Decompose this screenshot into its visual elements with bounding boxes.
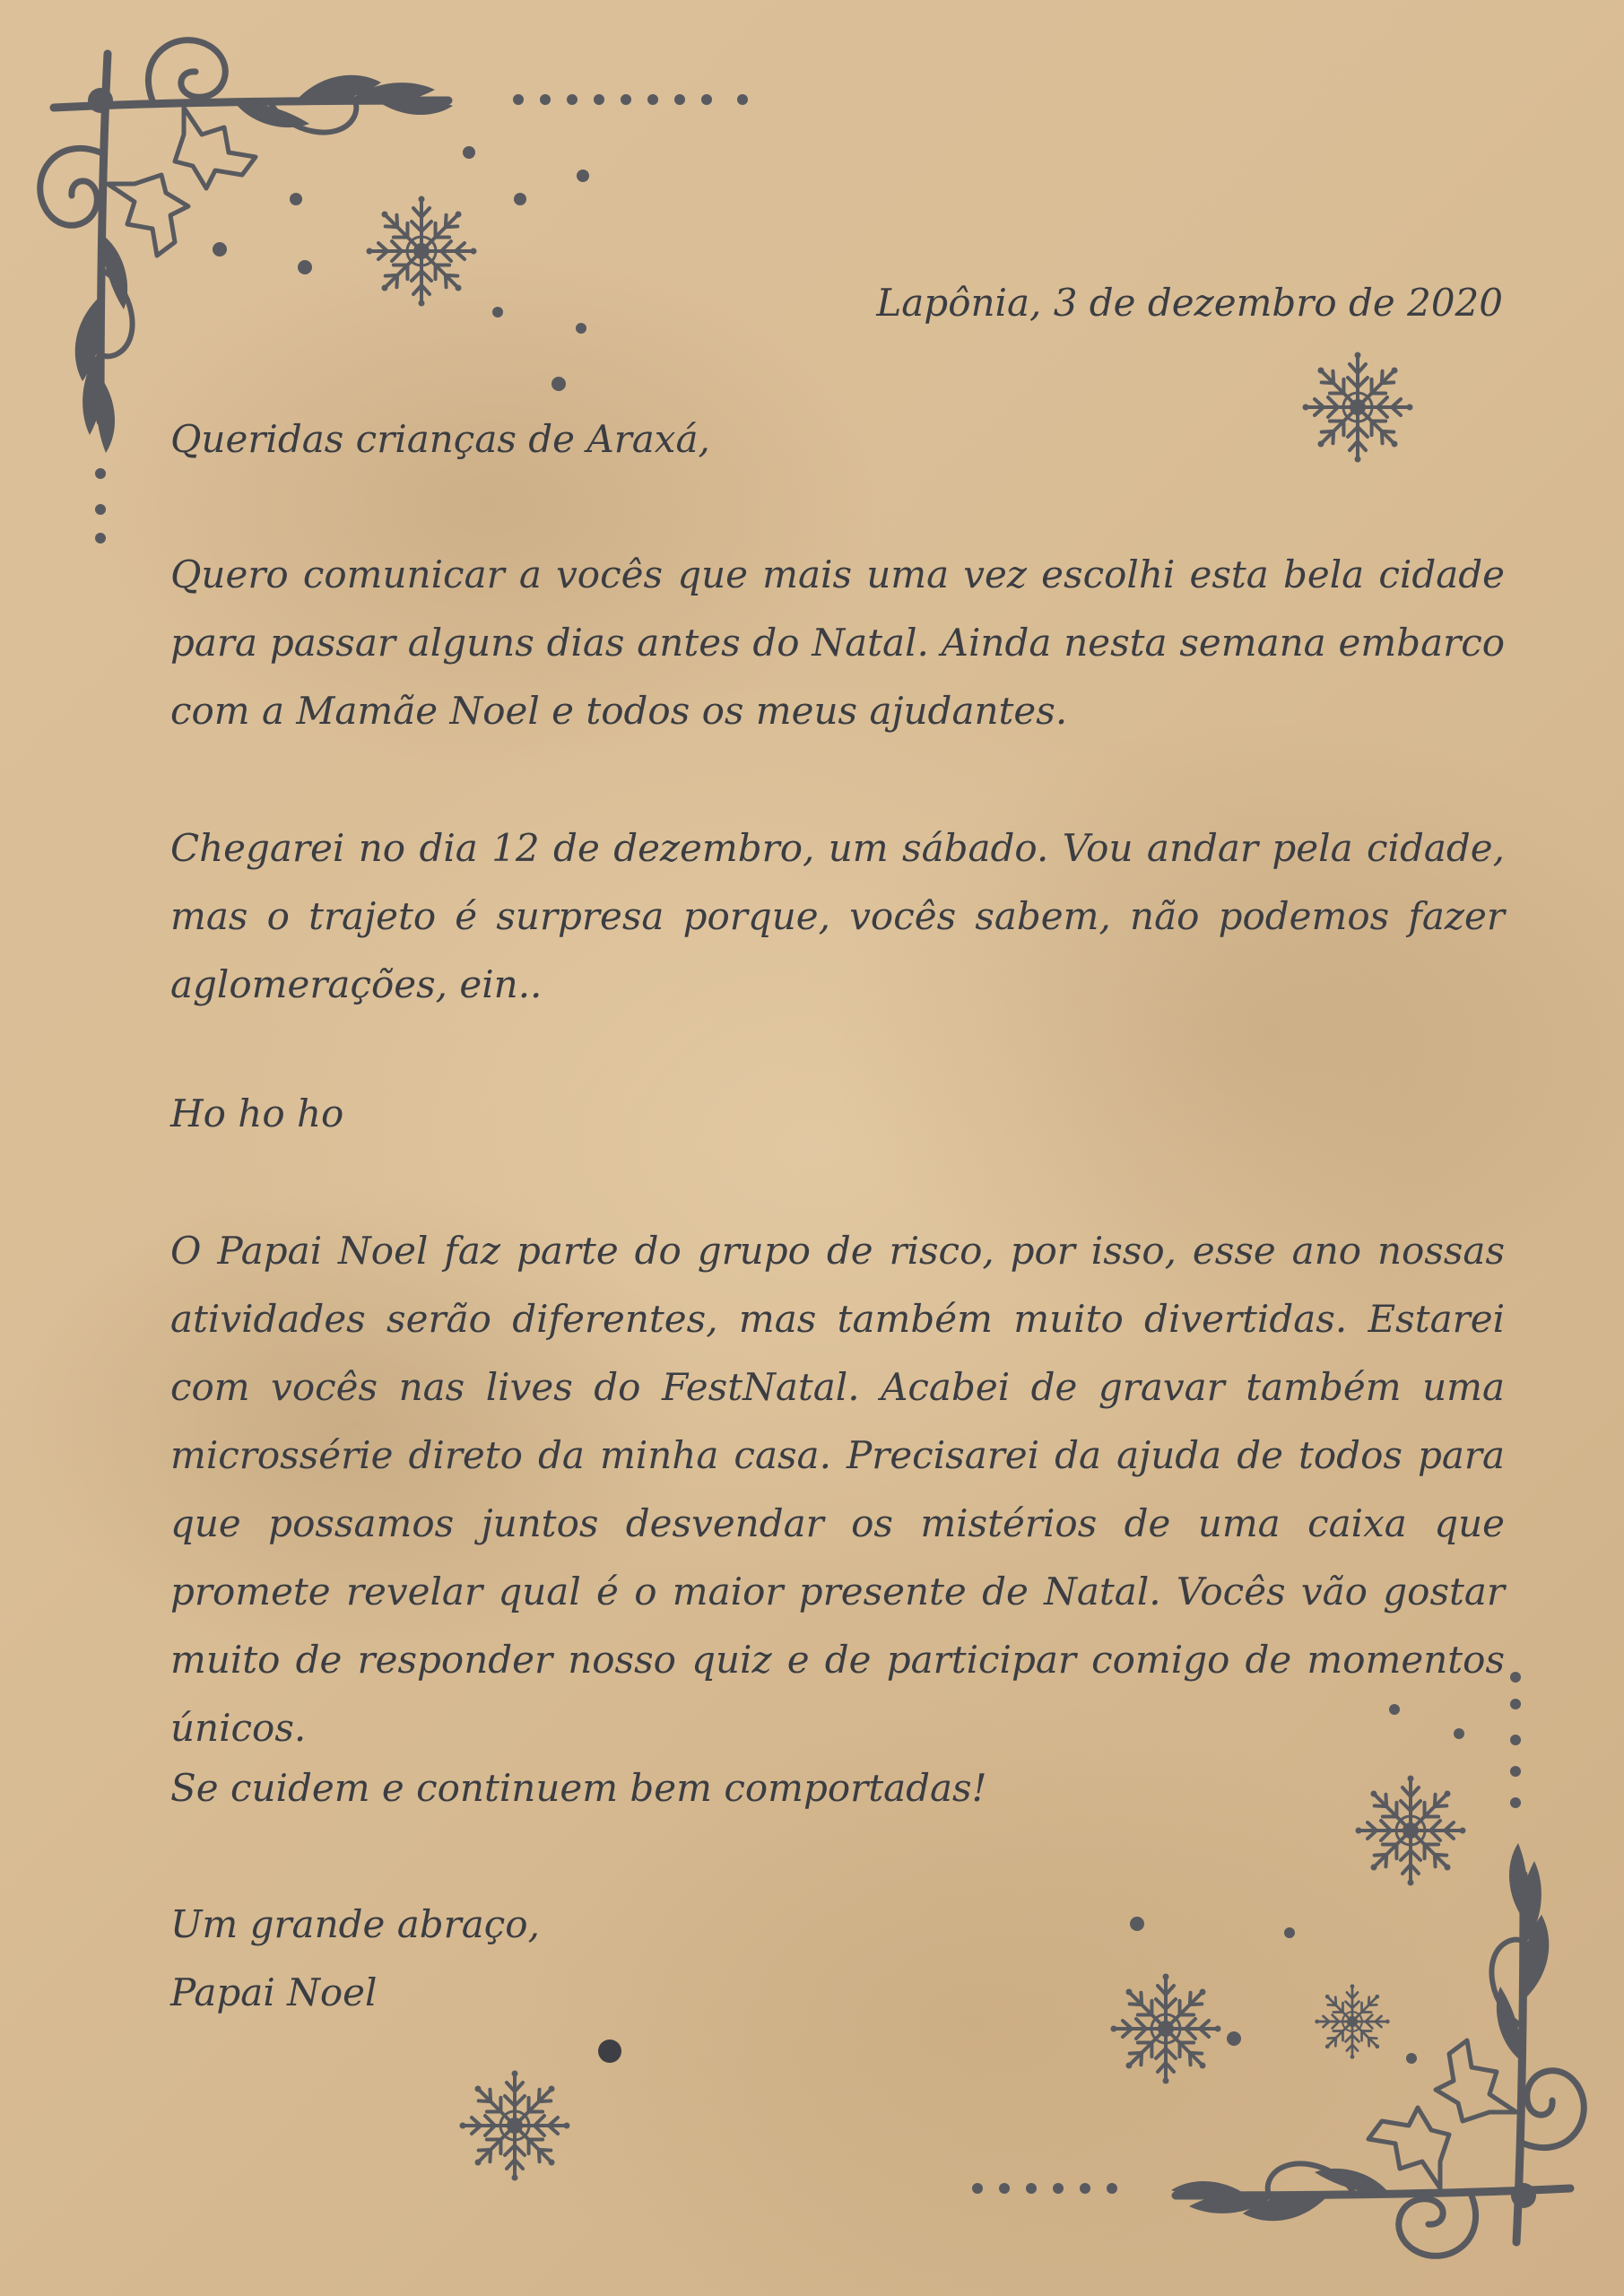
- closing: Um grande abraço,: [170, 1902, 540, 1946]
- snowflake-icon: [1302, 352, 1413, 463]
- signature: Papai Noel: [170, 1970, 378, 2014]
- greeting: Queridas crianças de Araxá,: [170, 417, 710, 461]
- snowflake-icon: [366, 196, 477, 307]
- snowflake-icon: [459, 2070, 570, 2181]
- paragraph: Se cuidem e continuem bem comportadas!: [170, 1766, 987, 1810]
- snowflake-icon: [1110, 1973, 1221, 2084]
- decorative-dot: [596, 2038, 623, 2065]
- paragraph: Quero comunicar a vocês que mais uma vez escolhi esta bela cidade para passar alguns dias antes do Natal. Ainda nesta semana embarco com a Mamãe Noel e todos os meus ajudantes.: [170, 552, 1505, 733]
- place-date: Lapônia, 3 de dezembro de 2020: [876, 281, 1503, 325]
- snowflake-icon: [1315, 1984, 1390, 2059]
- paragraph: O Papai Noel faz parte do grupo de risco, por isso, esse ano nossas atividades serão diferentes, mas também muito divertidas. Estarei com vocês nas lives do FestNatal. Acabei de gravar também uma microssérie direto da minha casa. Precisarei da ajuda de todos para que possamos juntos desvendar os mistérios de uma caixa que promete revelar qual é o maior presente de Natal. Vocês vão gostar muito de responder nosso quiz e de participar comigo de momentos únicos.: [170, 1229, 1505, 1750]
- paragraph: Chegarei no dia 12 de dezembro, um sábado. Vou andar pela cidade, mas o trajeto é surpresa porque, vocês sabem, não podemos fazer aglomerações, ein..: [170, 826, 1505, 1006]
- paragraph: Ho ho ho: [170, 1091, 344, 1135]
